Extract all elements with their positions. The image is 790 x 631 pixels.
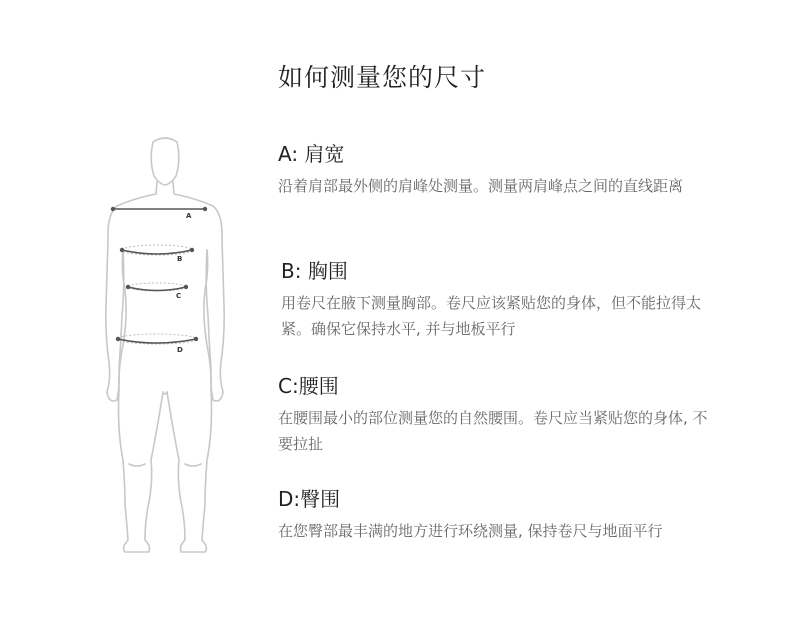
section-heading: B: 胸围 xyxy=(281,259,348,283)
section-waist xyxy=(278,370,718,457)
section-description: 用卷尺在腋下测量胸部。卷尺应该紧贴您的身体，但不能拉得太紧。确保它保持水平, 并与地板平行 xyxy=(281,294,702,338)
section-hip xyxy=(278,483,718,544)
measure-a-shoulder xyxy=(111,207,207,220)
section-description: 沿着肩部最外侧的肩峰处测量。测量两肩峰点之间的直线距离 xyxy=(278,177,684,195)
body-figure-illustration xyxy=(95,130,235,555)
section-description: 在腰围最小的部位测量您的自然腰围。卷尺应当紧贴您的身体, 不要拉扯 xyxy=(278,409,708,453)
section-description: 在您臀部最丰满的地方进行环绕测量, 保持卷尺与地面平行 xyxy=(278,522,663,540)
label-d: D xyxy=(177,346,183,354)
measure-b-chest xyxy=(120,245,194,263)
label-c: C xyxy=(176,292,182,300)
section-shoulder-width xyxy=(278,138,718,199)
measure-c-waist xyxy=(126,283,188,300)
section-chest xyxy=(281,255,721,342)
section-heading: A: 肩宽 xyxy=(278,142,345,166)
label-b: B xyxy=(177,255,183,263)
label-a: A xyxy=(186,212,192,220)
section-heading: D:臀围 xyxy=(278,487,341,511)
measure-d-hip xyxy=(116,334,198,354)
section-heading: C:腰围 xyxy=(278,374,339,398)
body-outline xyxy=(106,138,224,552)
page-title: 如何测量您的尺寸 xyxy=(278,63,487,92)
